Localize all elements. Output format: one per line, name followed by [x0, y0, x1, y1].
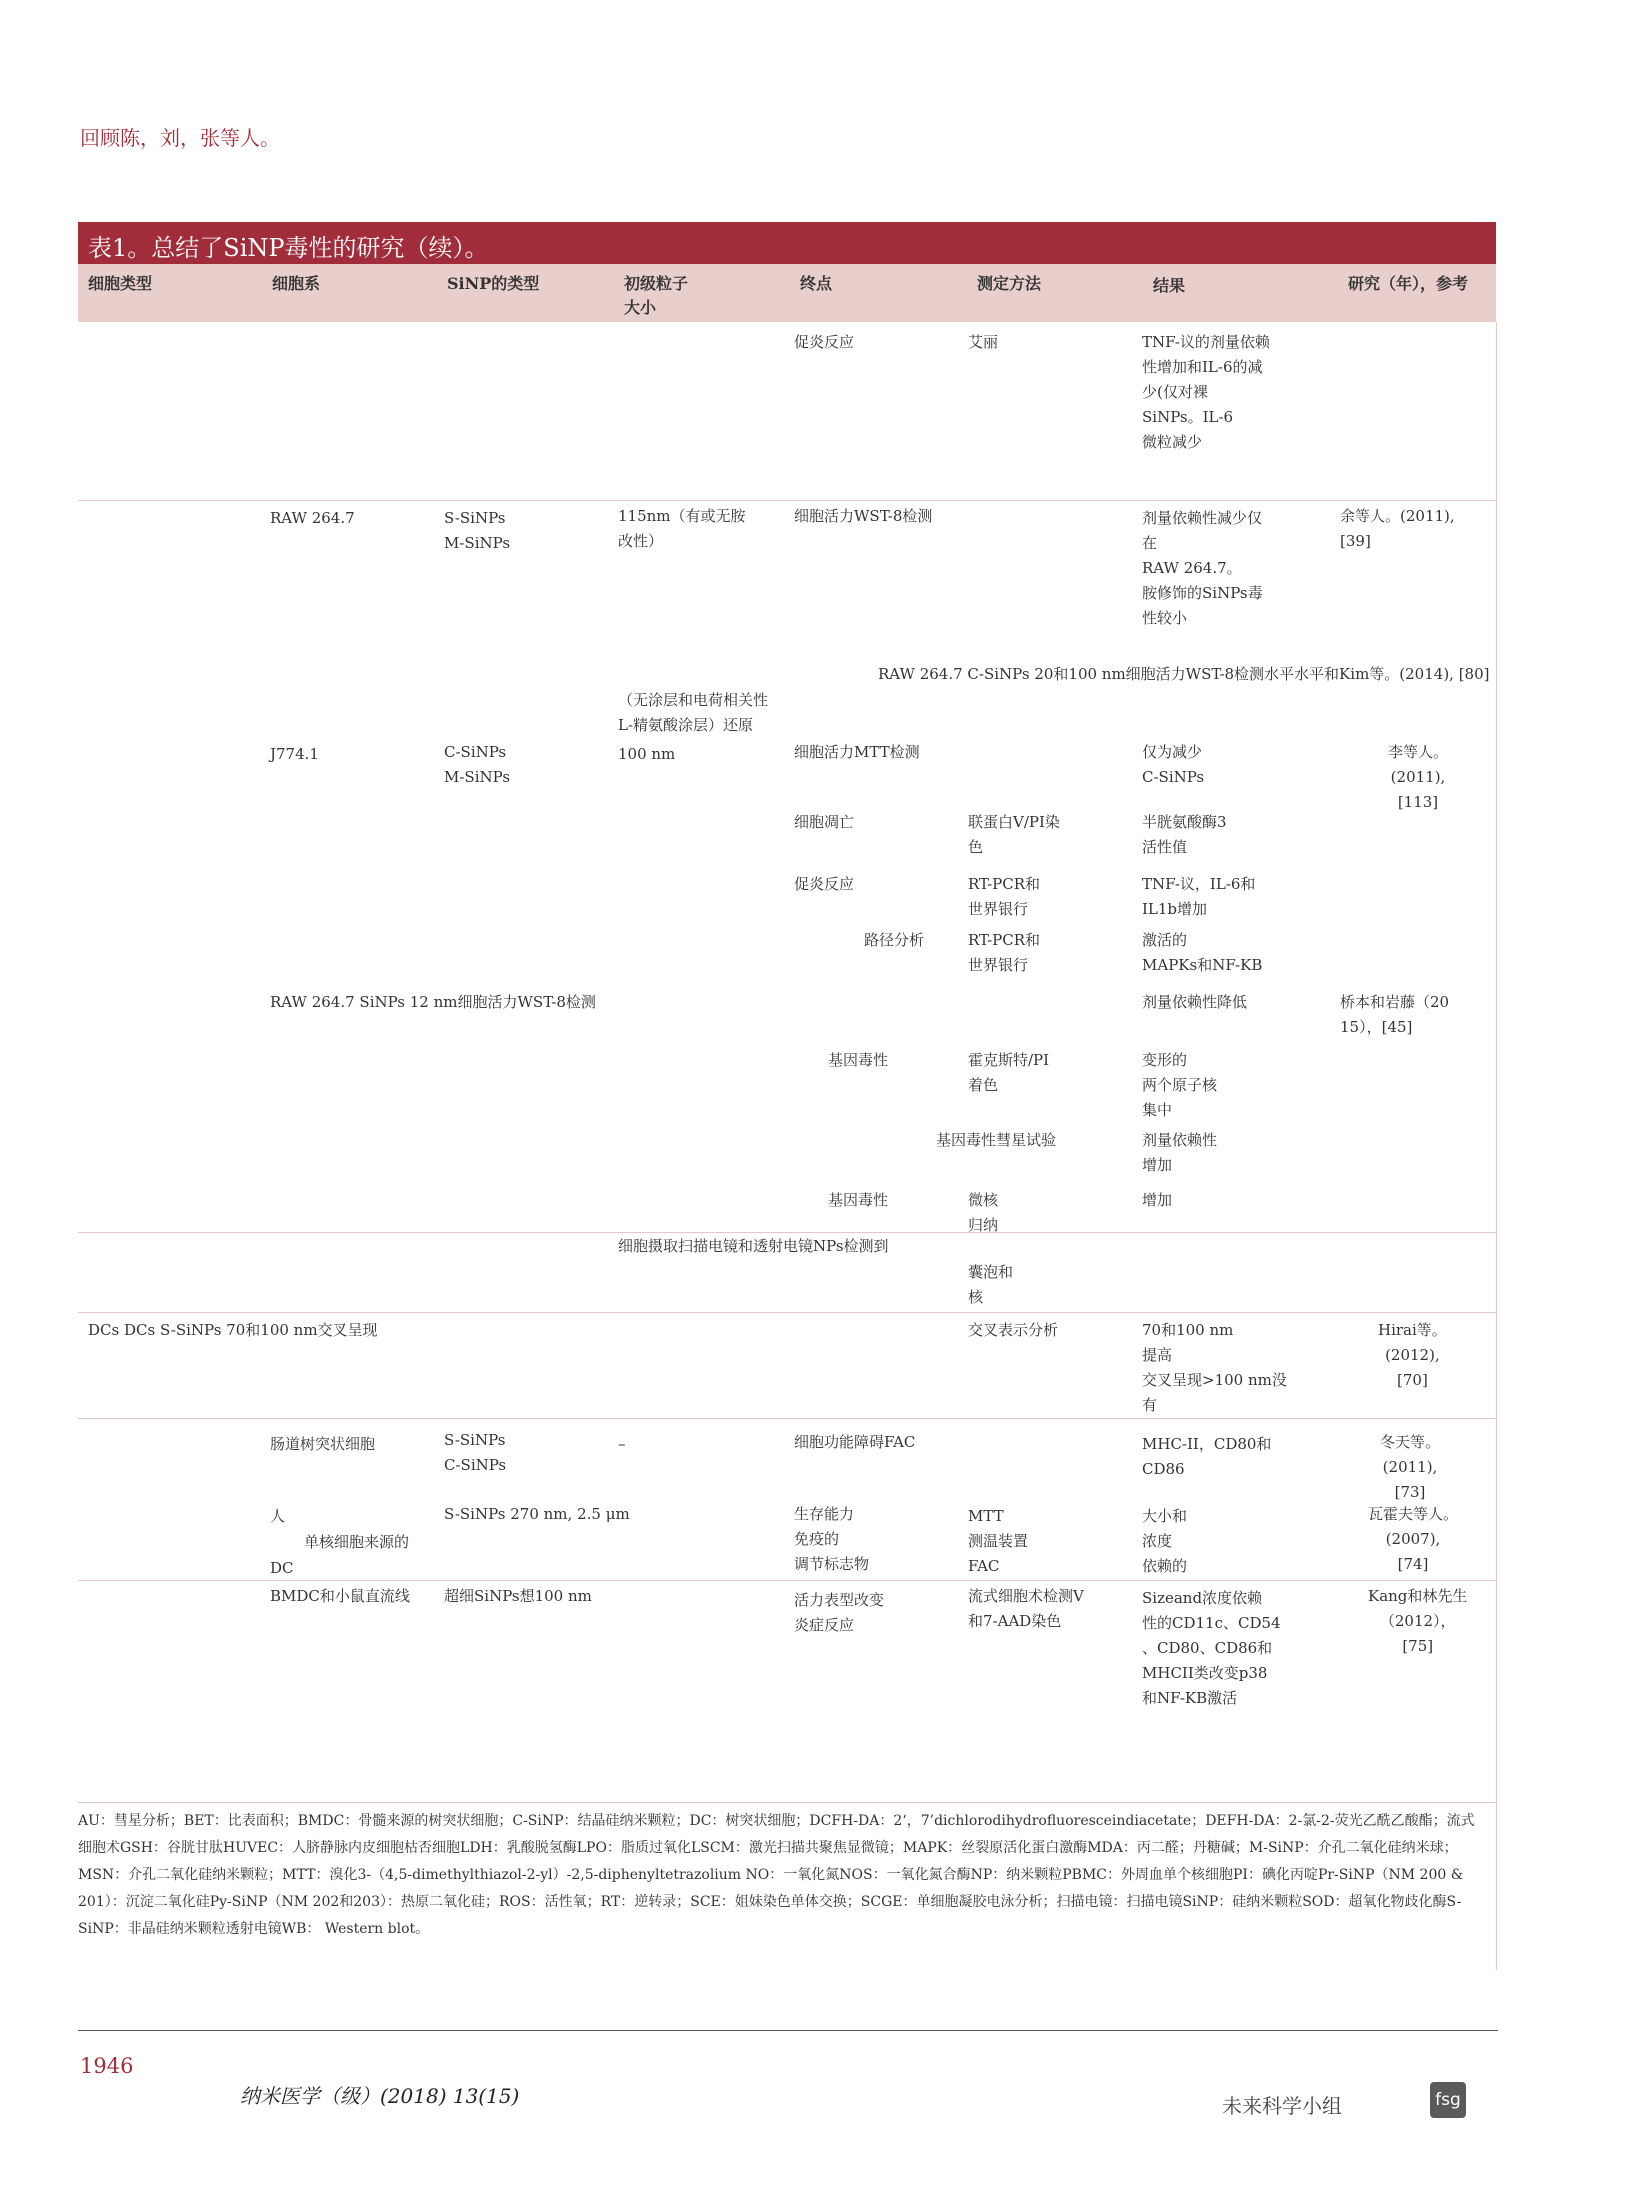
- cell-assay: RT-PCR和 世界银行: [968, 875, 1041, 918]
- cell-particle-size: 100 nm: [618, 745, 676, 763]
- cell-result: 70和100 nm 提高 交叉呈现>100 nm没 有: [1142, 1321, 1287, 1414]
- col-study: 研究（年），参考: [1348, 274, 1469, 293]
- cell-result: 增加: [1142, 1191, 1173, 1209]
- cell-endpoint: 路径分析: [864, 931, 925, 949]
- cell-sinp-type: S-SiNPs 270 nm, 2.5 μm: [444, 1505, 630, 1523]
- journal-citation: 纳米医学（级）(2018) 13(15): [240, 2084, 520, 2108]
- cell-cell-line: J774.1: [270, 745, 319, 763]
- col-endpoint: 终点: [800, 274, 833, 293]
- cell-cell-line: 人: [270, 1507, 286, 1525]
- cell-endpoint: 细胞活力WST-8检测: [794, 507, 933, 525]
- cell-assay: MTT 测温装置 FAC: [968, 1507, 1029, 1575]
- cell-cell-line: 肠道树突状细胞: [270, 1435, 376, 1453]
- cell-particle-size: （无涂层和电荷相关性 L-精氨酸涂层）还原: [618, 691, 769, 734]
- cell-study: 瓦霍夫等人。 (2007), [74]: [1368, 1505, 1459, 1573]
- cell-merged-row: 细胞摄取扫描电镜和透射电镜NPs检测到: [618, 1237, 889, 1255]
- publisher-logo: fsg: [1430, 2082, 1466, 2118]
- cell-endpoint: 细胞功能障碍FAC: [794, 1433, 916, 1451]
- row-divider: [78, 1802, 1496, 1803]
- cell-study: 余等人。(2011), [39]: [1340, 507, 1455, 550]
- table-caption-bar: [78, 222, 1496, 264]
- footer-rule: [78, 2030, 1498, 2031]
- col-assay: 测定方法: [977, 274, 1042, 293]
- cell-endpoint: 基因毒性: [828, 1051, 889, 1069]
- cell-endpoint: 细胞凋亡: [794, 813, 855, 831]
- row-divider: [78, 1232, 1496, 1233]
- cell-cell-line: RAW 264.7: [270, 509, 355, 527]
- table-column-header: [78, 264, 1496, 322]
- cell-result: 仅为减少 C-SiNPs: [1142, 743, 1205, 786]
- cell-assay: 囊泡和 核: [968, 1263, 1014, 1306]
- cell-result: 剂量依赖性 增加: [1142, 1131, 1218, 1174]
- col-result: 结果: [1153, 276, 1186, 295]
- cell-merged-row: DCs DCs S-SiNPs 70和100 nm交叉呈现: [88, 1321, 378, 1339]
- cell-endpoint: 促炎反应: [794, 333, 855, 351]
- col-cell-line: 细胞系: [272, 274, 321, 293]
- col-particle-size: 初级粒子 大小: [624, 274, 689, 317]
- cell-sinp-type: S-SiNPs C-SiNPs: [444, 1431, 507, 1474]
- cell-study: 冬天等。 (2011), [73]: [1380, 1433, 1441, 1501]
- cell-cell-line: BMDC和小鼠直流线: [270, 1587, 410, 1605]
- cell-assay: 微核 归纳: [968, 1191, 999, 1234]
- row-divider: [78, 1418, 1496, 1419]
- cell-result: TNF-议，IL-6和 IL1b增加: [1142, 875, 1256, 918]
- cell-particle-size: 115nm（有或无胺 改性）: [618, 507, 746, 550]
- table-caption: 表1。总结了SiNP毒性的研究（续）。: [88, 234, 489, 262]
- cell-endpoint: 活力表型改变 炎症反应: [794, 1591, 885, 1634]
- cell-result: Sizeand浓度依赖 性的CD11c、CD54 、CD80、CD86和 MHCII类改变p38 和NF-KB激活: [1142, 1589, 1281, 1707]
- running-head: 回顾陈，刘，张等人。: [80, 126, 280, 150]
- cell-assay: 流式细胞术检测V 和7-AAD染色: [968, 1587, 1084, 1630]
- cell-study: Hirai等。 (2012), [70]: [1378, 1321, 1447, 1389]
- cell-result: 变形的 两个原子核 集中: [1142, 1051, 1218, 1119]
- cell-cell-line: DC: [270, 1559, 294, 1577]
- cell-assay: RT-PCR和 世界银行: [968, 931, 1041, 974]
- cell-endpoint: 生存能力 免疫的 调节标志物: [794, 1505, 870, 1573]
- cell-particle-size: –: [618, 1435, 626, 1453]
- cell-endpoint: 促炎反应: [794, 875, 855, 893]
- cell-assay: 基因毒性彗星试验: [936, 1131, 1057, 1149]
- page-number: 1946: [80, 2054, 134, 2078]
- cell-sinp-type: S-SiNPs M-SiNPs: [444, 509, 511, 552]
- cell-endpoint: 基因毒性: [828, 1191, 889, 1209]
- cell-merged-row: RAW 264.7 C-SiNPs 20和100 nm细胞活力WST-8检测水平水平和Kim等。(2014), [80]: [878, 665, 1490, 683]
- cell-assay: 艾丽: [968, 333, 999, 351]
- cell-result: 剂量依赖性降低: [1142, 993, 1248, 1011]
- cell-study: 李等人。 (2011), [113]: [1388, 743, 1449, 811]
- row-divider: [78, 500, 1496, 501]
- table-footnote: AU：彗星分析；BET：比表面积；BMDC：骨髓来源的树突状细胞；C-SiNP：结晶硅纳米颗粒；DC：树突状细胞；DCFH-DA：2‘，7’dichlorodihydrofluoresceindiacetate；DEFH-DA：2-氯-2-荧光乙酰乙酸酯；流式细胞术GSH：谷胱甘肽HUVEC：人脐静脉内皮细胞枯否细胞LDH：乳酸脱氢酶LPO：脂质过氧化LSCM：激光扫描共聚焦显微镜；MAPK：丝裂原活化蛋白激酶MDA：丙二醛；丹糖碱；M-SiNP：介孔二氧化硅纳米球；MSN：介孔二氧化硅纳米颗粒；MTT：溴化3-（4,5-dimethylthiazol-2-yl）-2,5-diphenyltetrazolium NO：一氧化氮NOS：一氧化氮合酶NP：纳米颗粒PBMC：外周血单个核细胞PI：碘化丙啶Pr-SiNP（NM 200 & 201）：沉淀二氧化硅Py-SiNP（NM 202和203）：热原二氧化硅；ROS：活性氧；RT：逆转录；SCE：姐妹染色单体交换；SCGE：单细胞凝胶电泳分析；扫描电镜：扫描电镜SiNP：硅纳米颗粒SOD：超氧化物歧化酶S-SiNP：非晶硅纳米颗粒透射电镜WB： Western blot。: [78, 1813, 1475, 1937]
- cell-result: 半胱氨酸酶3 活性值: [1142, 813, 1227, 856]
- cell-result: TNF-议的剂量依赖 性增加和IL-6的减 少(仅对裸 SiNPs。IL-6 微粒减少: [1142, 333, 1270, 451]
- cell-result: 剂量依赖性减少仅 在 RAW 264.7。 胺修饰的SiNPs毒 性较小: [1142, 509, 1263, 627]
- cell-assay: 联蛋白V/PI染 色: [968, 813, 1060, 856]
- cell-cell-line: 单核细胞来源的: [304, 1533, 410, 1551]
- cell-result: 激活的 MAPKs和NF-KB: [1142, 931, 1263, 974]
- cell-assay: 交叉表示分析: [968, 1321, 1059, 1339]
- cell-study: Kang和林先生 （2012）， [75]: [1368, 1587, 1468, 1655]
- cell-study: 桥本和岩藤（20 15），[45]: [1340, 993, 1450, 1036]
- cell-merged-row: RAW 264.7 SiNPs 12 nm细胞活力WST-8检测: [270, 993, 596, 1011]
- cell-sinp-type: 超细SiNPs想100 nm: [444, 1587, 592, 1605]
- col-sinp-type: SiNP的类型: [447, 274, 540, 293]
- cell-endpoint: 细胞活力MTT检测: [794, 743, 920, 761]
- publisher-name: 未来科学小组: [1222, 2094, 1342, 2118]
- cell-sinp-type: C-SiNPs M-SiNPs: [444, 743, 511, 786]
- row-divider: [78, 1312, 1496, 1313]
- cell-result: MHC-II，CD80和 CD86: [1142, 1435, 1272, 1478]
- col-cell-type: 细胞类型: [88, 274, 153, 293]
- cell-assay: 霍克斯特/PI 着色: [968, 1051, 1050, 1094]
- table-body: [78, 322, 1497, 1970]
- cell-result: 大小和 浓度 依赖的: [1142, 1507, 1188, 1575]
